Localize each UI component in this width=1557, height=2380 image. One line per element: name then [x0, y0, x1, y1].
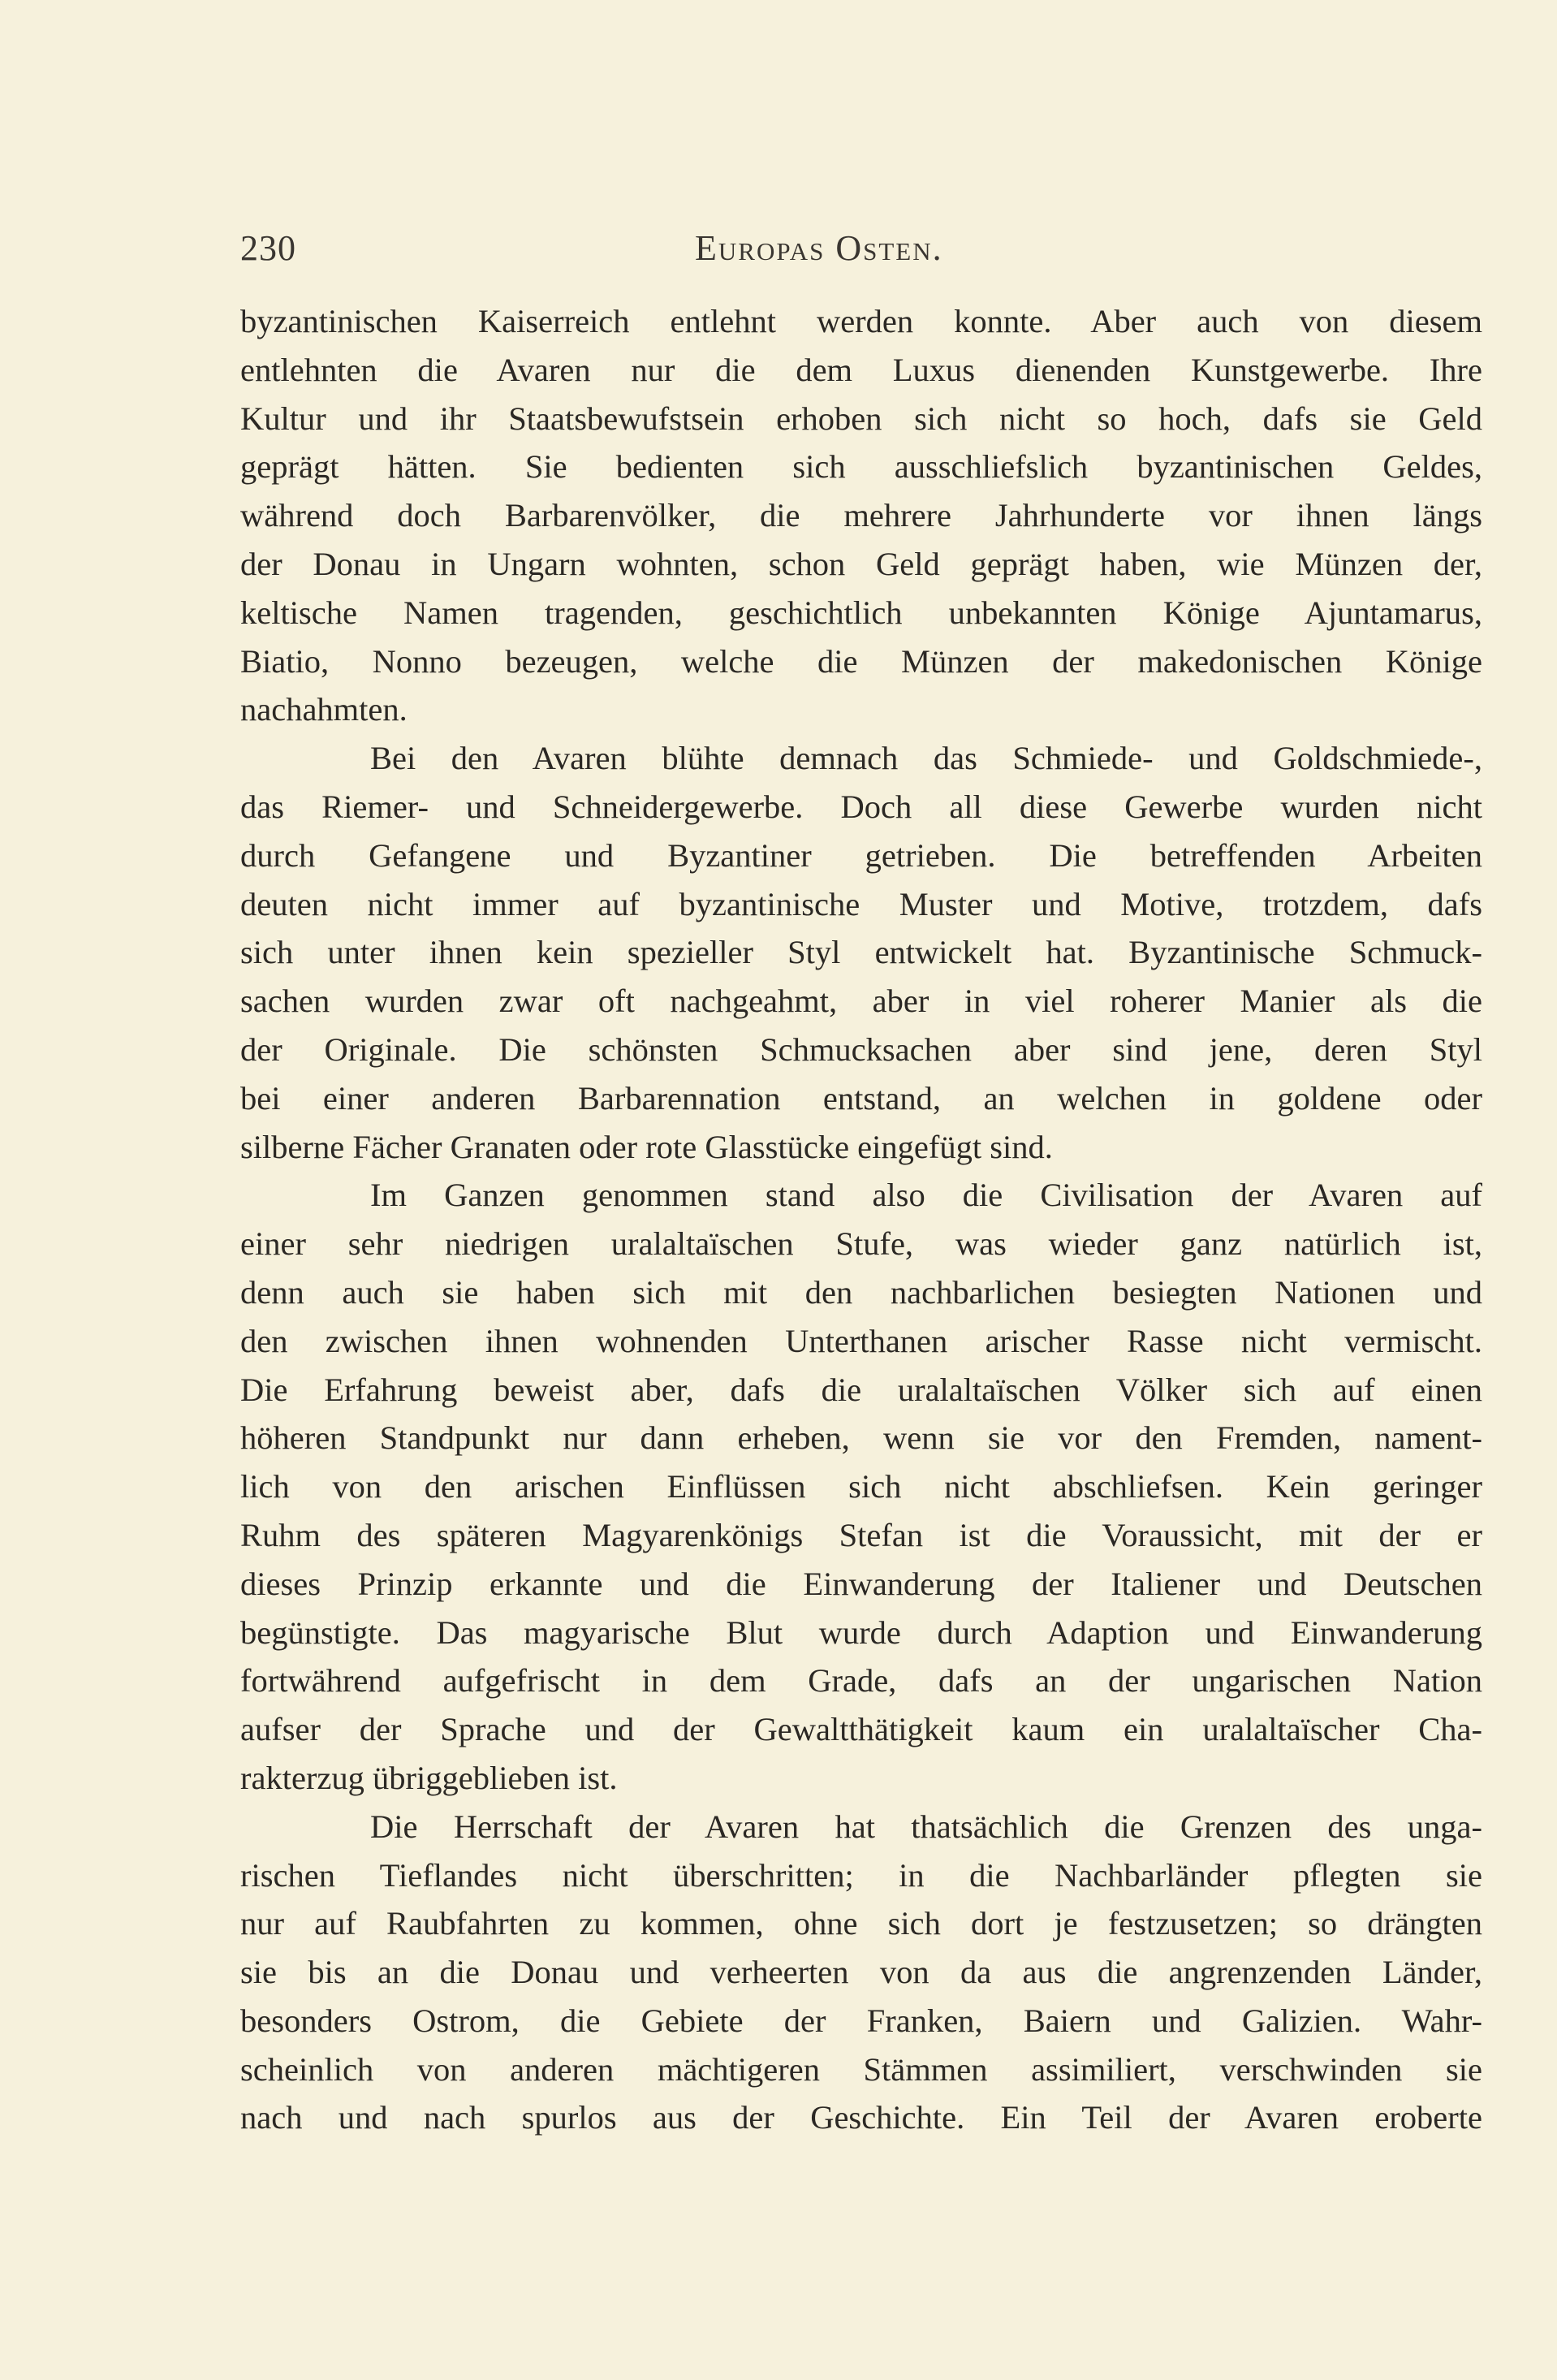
text-line: silberne Fächer Granaten oder rote Glasstücke eingefügt sind. [240, 1128, 1053, 1165]
text-line: dieses Prinzip erkannte und die Einwanderung der Italiener und Deutschen [240, 1565, 1482, 1602]
text-line: byzantinischen Kaiserreich entlehnt werden konnte. Aber auch von diesem [240, 303, 1482, 339]
text-line: lich von den arischen Einflüssen sich nicht abschliefsen. Kein geringer [240, 1468, 1482, 1505]
paragraph [240, 297, 1482, 734]
running-title: Europas Osten. [695, 228, 943, 268]
text-line: besonders Ostrom, die Gebiete der Franken, Baiern und Galizien. Wahr- [240, 2002, 1482, 2039]
text-line: während doch Barbarenvölker, die mehrere Jahrhunderte vor ihnen längs [240, 497, 1482, 534]
text-line: Biatio, Nonno bezeugen, welche die Münzen der makedonischen Könige [240, 642, 1482, 680]
text-line: nach und nach spurlos aus der Geschichte. Ein Teil der Avaren eroberte [240, 2099, 1482, 2136]
text-line: Kultur und ihr Staatsbewufstsein erhoben sich nicht so hoch, dafs sie Geld [240, 400, 1482, 437]
text-line: der Donau in Ungarn wohnten, schon Geld geprägt haben, wie Münzen der, [240, 545, 1482, 582]
text-line: durch Gefangene und Byzantiner getrieben. Die betreffenden Arbeiten [240, 836, 1482, 874]
text-line: höheren Standpunkt nur dann erheben, wenn sie vor den Fremden, nament- [240, 1419, 1482, 1457]
text-line: geprägt hätten. Sie bedienten sich ausschliefslich byzantinischen Geldes, [240, 448, 1482, 486]
text-line: Die Herrschaft der Avaren hat thatsächlich die Grenzen des unga- [370, 1808, 1482, 1845]
text-line: bei einer anderen Barbarennation entstand, an welchen in goldene oder [240, 1079, 1482, 1117]
text-line: fortwährend aufgefrischt in dem Grade, dafs an der ungarischen Nation [240, 1662, 1482, 1700]
text-line: Im Ganzen genommen stand also die Civilisation der Avaren auf [370, 1177, 1482, 1214]
text-line: rischen Tieflandes nicht überschritten; in die Nachbarländer pflegten sie [240, 1856, 1482, 1894]
text-line: begünstigte. Das magyarische Blut wurde durch Adaption und Einwanderung [240, 1613, 1482, 1651]
text-line: den zwischen ihnen wohnenden Unterthanen arischer Rasse nicht vermischt. [240, 1322, 1482, 1359]
text-line: sich unter ihnen kein spezieller Styl entwickelt hat. Byzantinische Schmuck- [240, 934, 1482, 971]
text-line: Die Erfahrung beweist aber, dafs die uralaltaïschen Völker sich auf einen [240, 1371, 1482, 1408]
paragraph [240, 1803, 1482, 2143]
text-line: sie bis an die Donau und verheerten von da aus die angrenzenden Länder, [240, 1954, 1482, 1991]
text-line: Bei den Avaren blühte demnach das Schmiede- und Goldschmiede-, [370, 740, 1482, 777]
text-line: sachen wurden zwar oft nachgeahmt, aber in viel roherer Manier als die [240, 983, 1482, 1020]
body-text [240, 297, 1482, 2142]
text-line: das Riemer- und Schneidergewerbe. Doch all diese Gewerbe wurden nicht [240, 788, 1482, 825]
text-line: aufser der Sprache und der Gewaltthätigkeit kaum ein uralaltaïscher Cha- [240, 1711, 1482, 1748]
text-line: deuten nicht immer auf byzantinische Muster und Motive, trotzdem, dafs [240, 885, 1482, 922]
paragraph [240, 734, 1482, 1171]
text-line: nachahmten. [240, 691, 408, 728]
text-line: nur auf Raubfahrten zu kommen, ohne sich dort je festzusetzen; so drängten [240, 1905, 1482, 1942]
text-line: Ruhm des späteren Magyarenkönigs Stefan ist die Voraussicht, mit der er [240, 1516, 1482, 1553]
text-line: rakterzug übriggeblieben ist. [240, 1759, 618, 1796]
text-line: einer sehr niedrigen uralaltaïschen Stufe, was wieder ganz natürlich ist, [240, 1225, 1482, 1263]
paragraph [240, 1171, 1482, 1802]
text-line: denn auch sie haben sich mit den nachbarlichen besiegten Nationen und [240, 1273, 1482, 1311]
page-header [240, 227, 1482, 276]
page-number: 230 [240, 228, 296, 268]
text-line: der Originale. Die schönsten Schmucksachen aber sind jene, deren Styl [240, 1030, 1482, 1068]
text-line: scheinlich von anderen mächtigeren Stämmen assimiliert, verschwinden sie [240, 2050, 1482, 2088]
text-line: entlehnten die Avaren nur die dem Luxus dienenden Kunstgewerbe. Ihre [240, 351, 1482, 388]
text-line: keltische Namen tragenden, geschichtlich unbekannten Könige Ajuntamarus, [240, 594, 1482, 631]
